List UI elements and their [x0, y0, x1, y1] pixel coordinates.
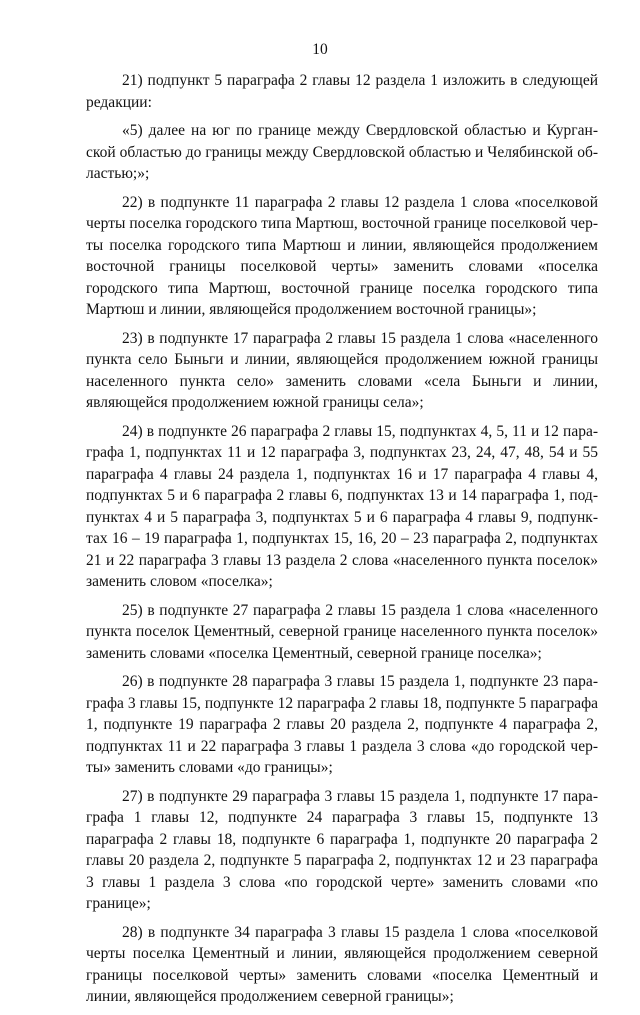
paragraph-21: 21) подпункт 5 параграфа 2 главы 12 раздела 1 изложить в следующей редакции:	[86, 72, 598, 111]
paragraph-28: 28) в подпункте 34 параграфа 3 главы 15 раздела 1 слова «поселковой черты поселка Цементный и линии, являющейся продолжением северной границы поселковой черты» заменить словами «поселка Цементный и линии, являющейся продолжением северной границы»;	[86, 923, 598, 1005]
paragraph-23: 23) в подпункте 17 параграфа 2 главы 15 раздела 1 слова «населенного пункта село Быньги и линии, являющейся продолжением южной границы населенного пункта село» заменить словами «села Быньги и линии, являющейся продолжением южной границы села»;	[86, 329, 598, 411]
paragraph-24: 24) в подпункте 26 параграфа 2 главы 15, подпунктах 4, 5, 11 и 12 параграфа 1, подпунктах 11 и 12 параграфа 3, подпунктах 23, 24, 47, 48, 54 и 55 параграфа 4 главы 24 раздела 1, подпунктах 16 и 17 параграфа 4 главы 4, подпунктах 5 и 6 параграфа 2 главы 6, подпунктах 13 и 14 параграфа 1, подпунктах 4 и 5 параграфа 3, подпунктах 5 и 6 параграфа 4 главы 9, подпунктах 16 – 19 параграфа 1, подпунктах 15, 16, 20 – 23 параграфа 2, подпунктах 21 и 22 параграфа 3 главы 13 раздела 2 слова «населенного пункта поселок» заменить словом «поселка»;	[86, 422, 598, 590]
paragraph-21-quote: «5) далее на юг по границе между Свердловской областью и Курганской областью до границы между Свердловской областью и Челябинской областью;»;	[86, 122, 598, 182]
paragraph-26: 26) в подпункте 28 параграфа 3 главы 15 раздела 1, подпункте 23 параграфа 3 главы 15, подпункте 12 параграфа 2 главы 18, подпункте 5 параграфа 1, подпункте 19 параграфа 2 главы 20 раздела 2, подпункте 4 параграфа 2, подпунктах 11 и 22 параграфа 3 главы 1 раздела 3 слова «до городской черты» заменить словами «до границы»;	[86, 673, 598, 776]
paragraph-22: 22) в подпункте 11 параграфа 2 главы 12 раздела 1 слова «поселковой черты поселка городского типа Мартюш, восточной границе поселковой черты поселка городского типа Мартюш и линии, являющейся продолжением восточной границы поселковой черты» заменить словами «поселка городского типа Мартюш, восточной границе поселка городского типа Мартюш и линии, являющейся продолжением восточной границы»;	[86, 193, 598, 318]
paragraph-25: 25) в подпункте 27 параграфа 2 главы 15 раздела 1 слова «населенного пункта поселок Цементный, северной границе населенного пункта поселок» заменить словами «поселка Цементный, северной границе поселка»;	[86, 601, 598, 662]
paragraph-27: 27) в подпункте 29 параграфа 3 главы 15 раздела 1, подпункте 17 параграфа 1 главы 12, подпункте 24 параграфа 3 главы 15, подпункте 13 параграфа 2 главы 18, подпункте 6 параграфа 1, подпункте 20 параграфа 2 главы 20 раздела 2, подпункте 5 параграфа 2, подпунктах 12 и 23 параграфа 3 главы 1 раздела 3 слова «по городской черте» заменить словами «по границе»;	[86, 787, 598, 912]
document-body	[86, 70, 598, 1015]
page-number: 10	[312, 41, 328, 58]
